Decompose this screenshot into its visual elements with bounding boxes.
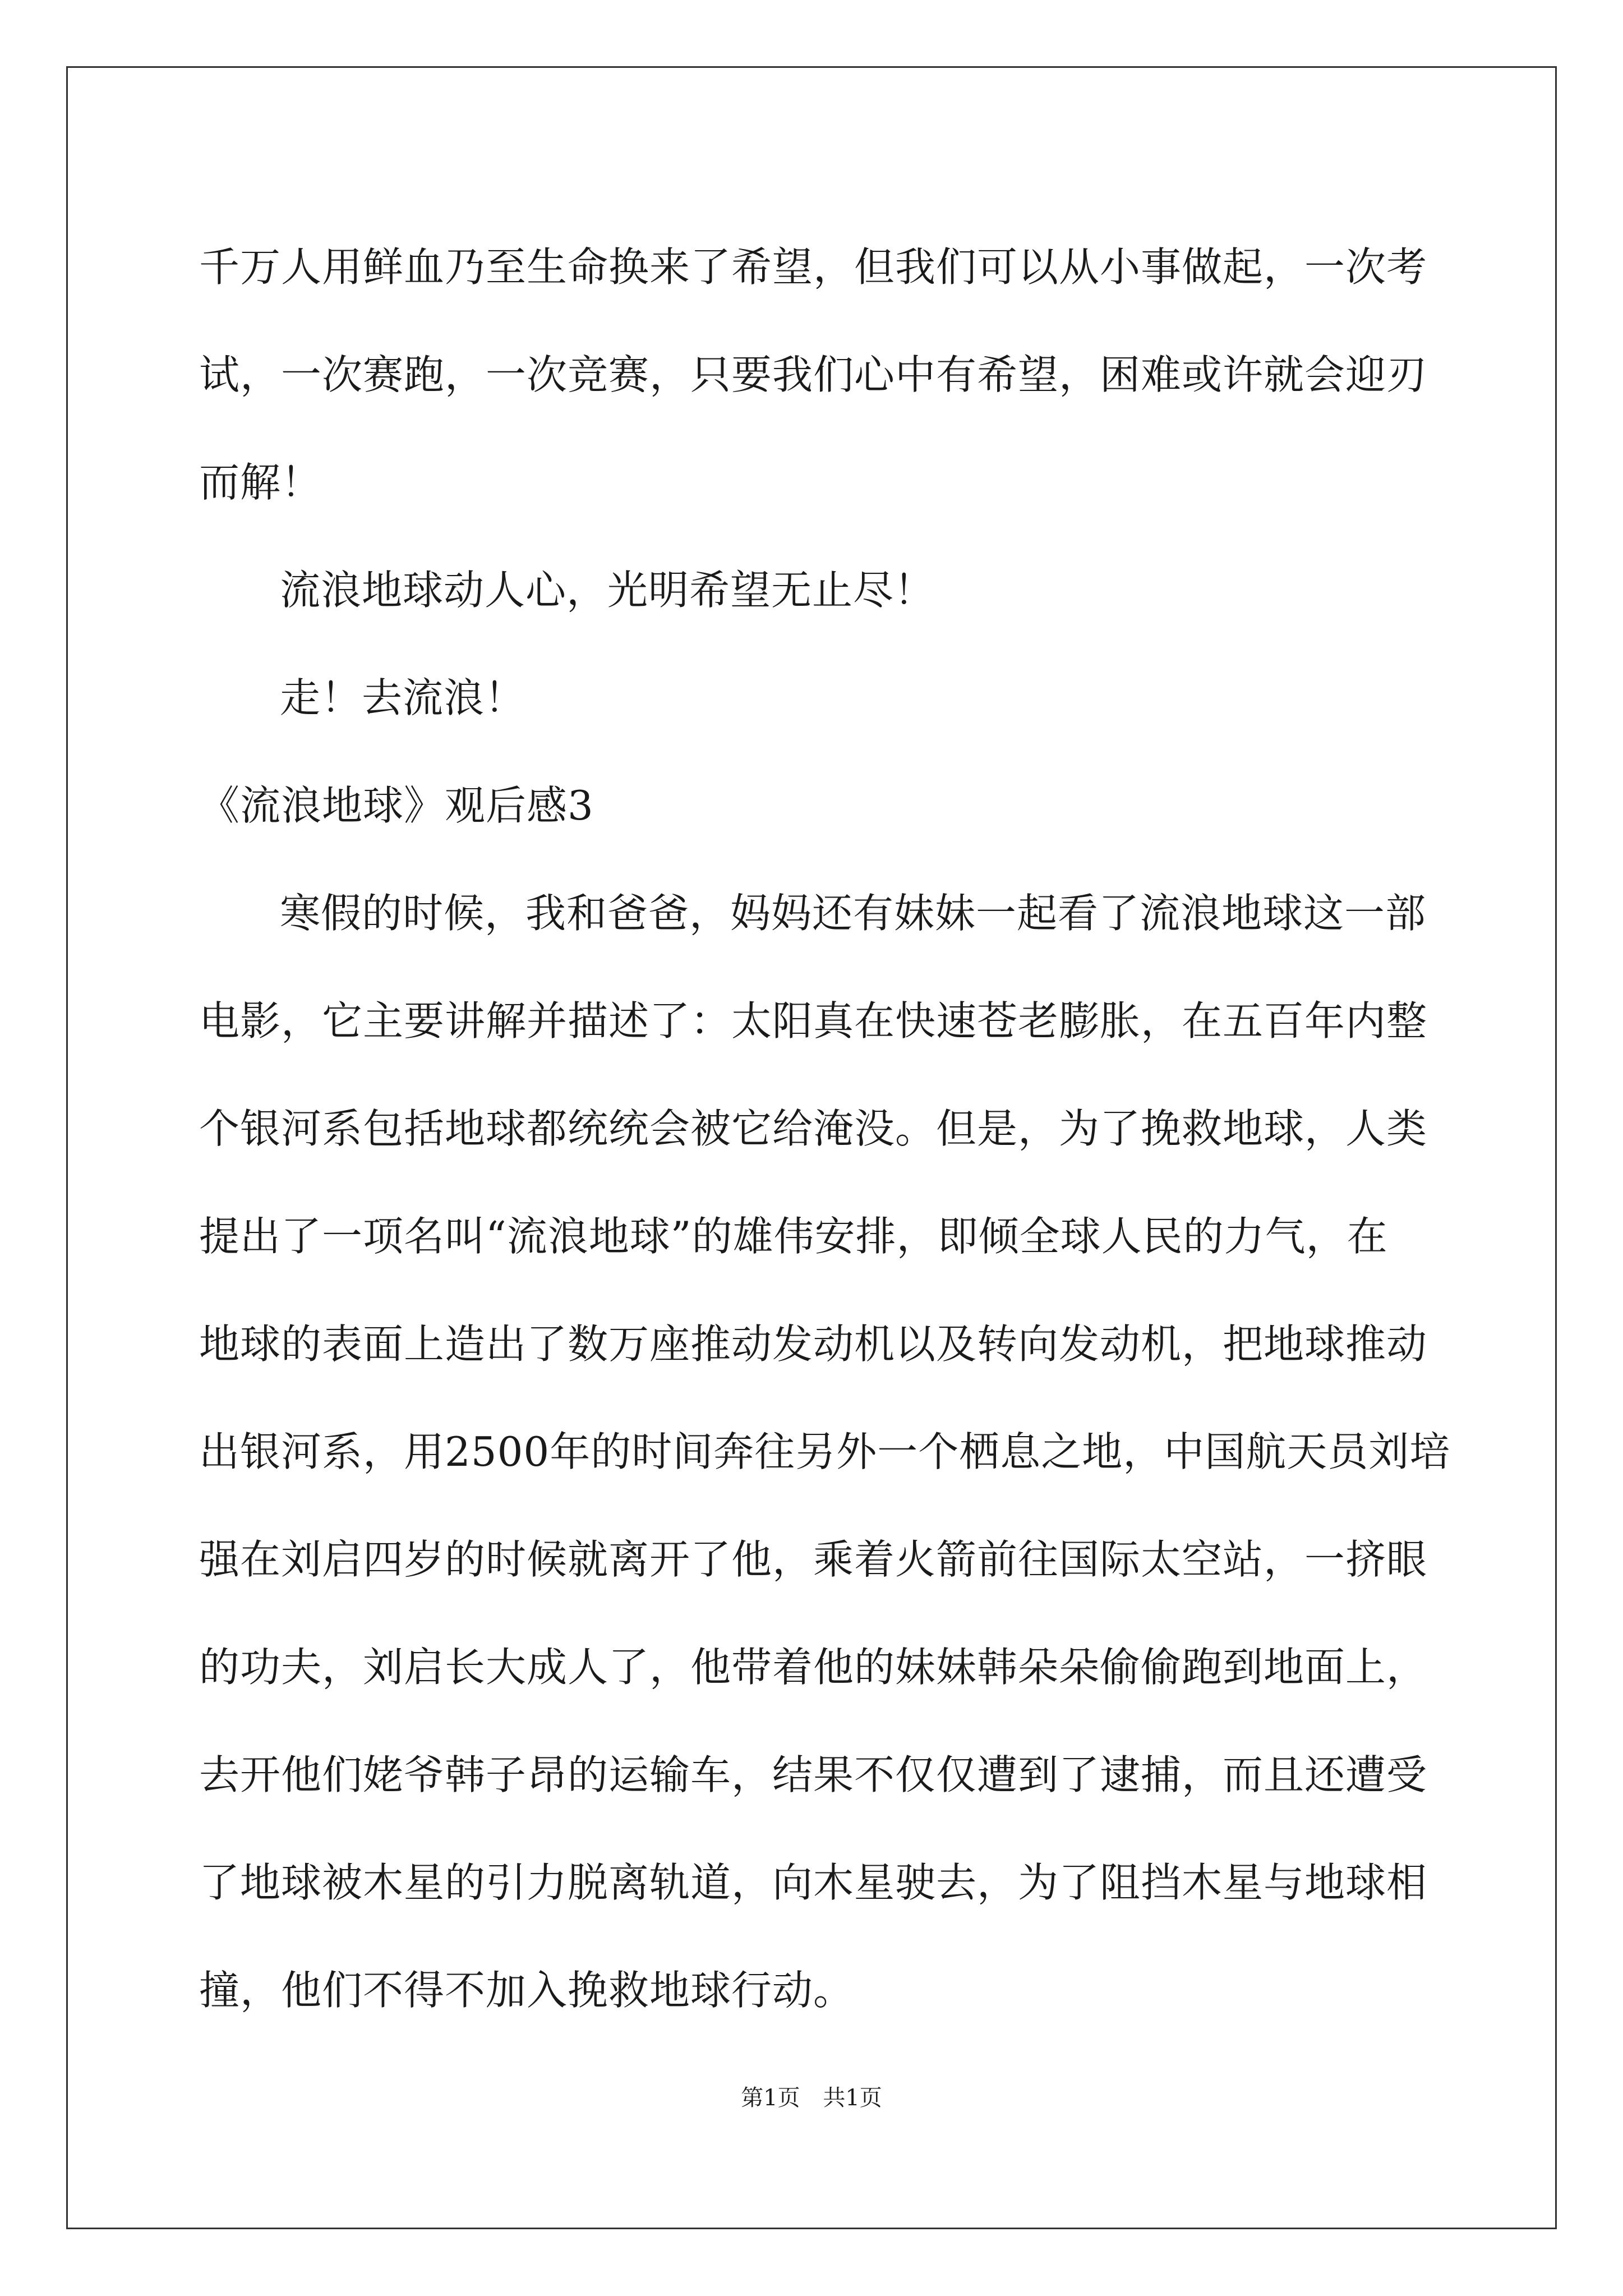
text-line: 去开他们姥爷韩子昂的运输车，结果不仅仅遭到了逮捕，而且还遭受 xyxy=(199,1751,1428,1798)
page-footer xyxy=(0,2081,1623,2115)
text-line: 寒假的时候，我和爸爸，妈妈还有妹妹一起看了流浪地球这一部 xyxy=(280,890,1427,937)
document-body xyxy=(199,213,1451,2044)
text-line: 走！去流浪！ xyxy=(280,674,526,721)
text-line: 电影，它主要讲解并描述了：太阳真在快速苍老膨胀，在五百年内整 xyxy=(199,997,1428,1045)
page-number: 第1页 xyxy=(741,2085,800,2111)
text-line: 了地球被木星的引力脱离轨道，向木星驶去，为了阻挡木星与地球相 xyxy=(199,1859,1428,1906)
text-line: 的功夫，刘启长大成人了，他带着他的妹妹韩朵朵偷偷跑到地面上， xyxy=(199,1644,1428,1691)
text-line: 流浪地球动人心，光明希望无止尽！ xyxy=(280,567,935,614)
text-line: 强在刘启四岁的时候就离开了他，乘着火箭前往国际太空站，一挤眼 xyxy=(199,1536,1428,1583)
text-line: 而解！ xyxy=(199,459,322,506)
text-line: 地球的表面上造出了数万座推动发动机以及转向发动机，把地球推动 xyxy=(199,1320,1428,1368)
text-line: 千万人用鲜血乃至生命换来了希望，但我们可以从小事做起，一次考 xyxy=(199,243,1428,291)
text-line: 出银河系，用2500年的时间奔往另外一个栖息之地，中国航天员刘培 xyxy=(199,1428,1451,1475)
text-line: 撞，他们不得不加入挽救地球行动。 xyxy=(199,1967,855,2014)
page-total: 共1页 xyxy=(823,2085,882,2111)
text-line: 个银河系包括地球都统统会被它给淹没。但是，为了挽救地球，人类 xyxy=(199,1105,1428,1152)
section-heading: 《流浪地球》观后感3 xyxy=(199,782,594,829)
text-line: 提出了一项名叫“流浪地球”的雄伟安排，即倾全球人民的力气，在 xyxy=(199,1213,1388,1260)
text-line: 试，一次赛跑，一次竞赛，只要我们心中有希望，困难或许就会迎刃 xyxy=(199,351,1428,398)
